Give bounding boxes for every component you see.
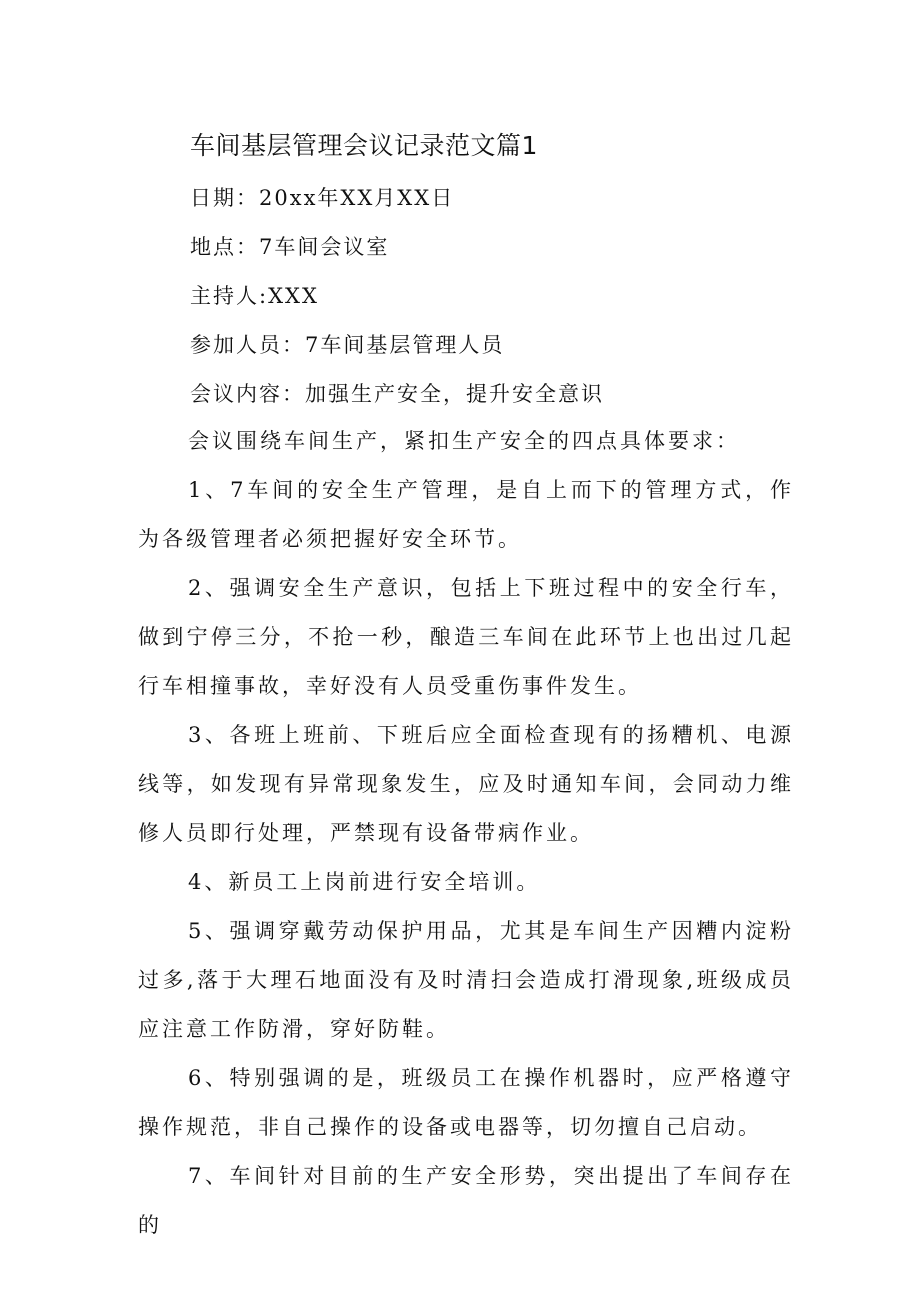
meeting-attendees: 参加人员：7车间基层管理人员 [190,333,505,357]
paragraph-item-3: 3、各班上班前、下班后应全面检查现有的扬糟机、电源线等，如发现有异常现象发生，应及时通知车间，会同动力维修人员即行处理，严禁现有设备带病作业。 [138,723,794,845]
document-title: 车间基层管理会议记录范文篇1 [190,131,538,160]
paragraph-item-4: 4、新员工上岗前进行安全培训。 [188,870,541,894]
paragraph-item-1: 1、7车间的安全生产管理，是自上而下的管理方式，作为各级管理者必须把握好安全环节。 [138,478,794,551]
meeting-host: 主持人:XXX [190,284,319,308]
paragraph-item-5: 5、强调穿戴劳动保护用品，尤其是车间生产因糟内淀粉过多,落于大理石地面没有及时清扫会造成打滑现象,班级成员应注意工作防滑，穿好防鞋。 [138,919,794,1041]
meeting-content: 会议内容：加强生产安全，提升安全意识 [190,382,604,406]
paragraph-item-6: 6、特别强调的是，班级员工在操作机器时，应严格遵守操作规范，非自己操作的设备或电器等，切勿擅自己启动。 [138,1066,794,1139]
meeting-location: 地点：7车间会议室 [190,235,390,259]
paragraph-intro: 会议围绕车间生产，紧扣生产安全的四点具体要求： [188,429,740,453]
paragraph-item-2: 2、强调安全生产意识，包括上下班过程中的安全行车，做到宁停三分，不抢一秒，酿造三车间在此环节上也出过几起行车相撞事故，幸好没有人员受重伤事件发生。 [138,576,794,698]
meeting-date: 日期：20xx年XX月XX日 [190,186,455,210]
paragraph-item-7: 7、车间针对目前的生产安全形势，突出提出了车间存在的 [138,1164,794,1237]
